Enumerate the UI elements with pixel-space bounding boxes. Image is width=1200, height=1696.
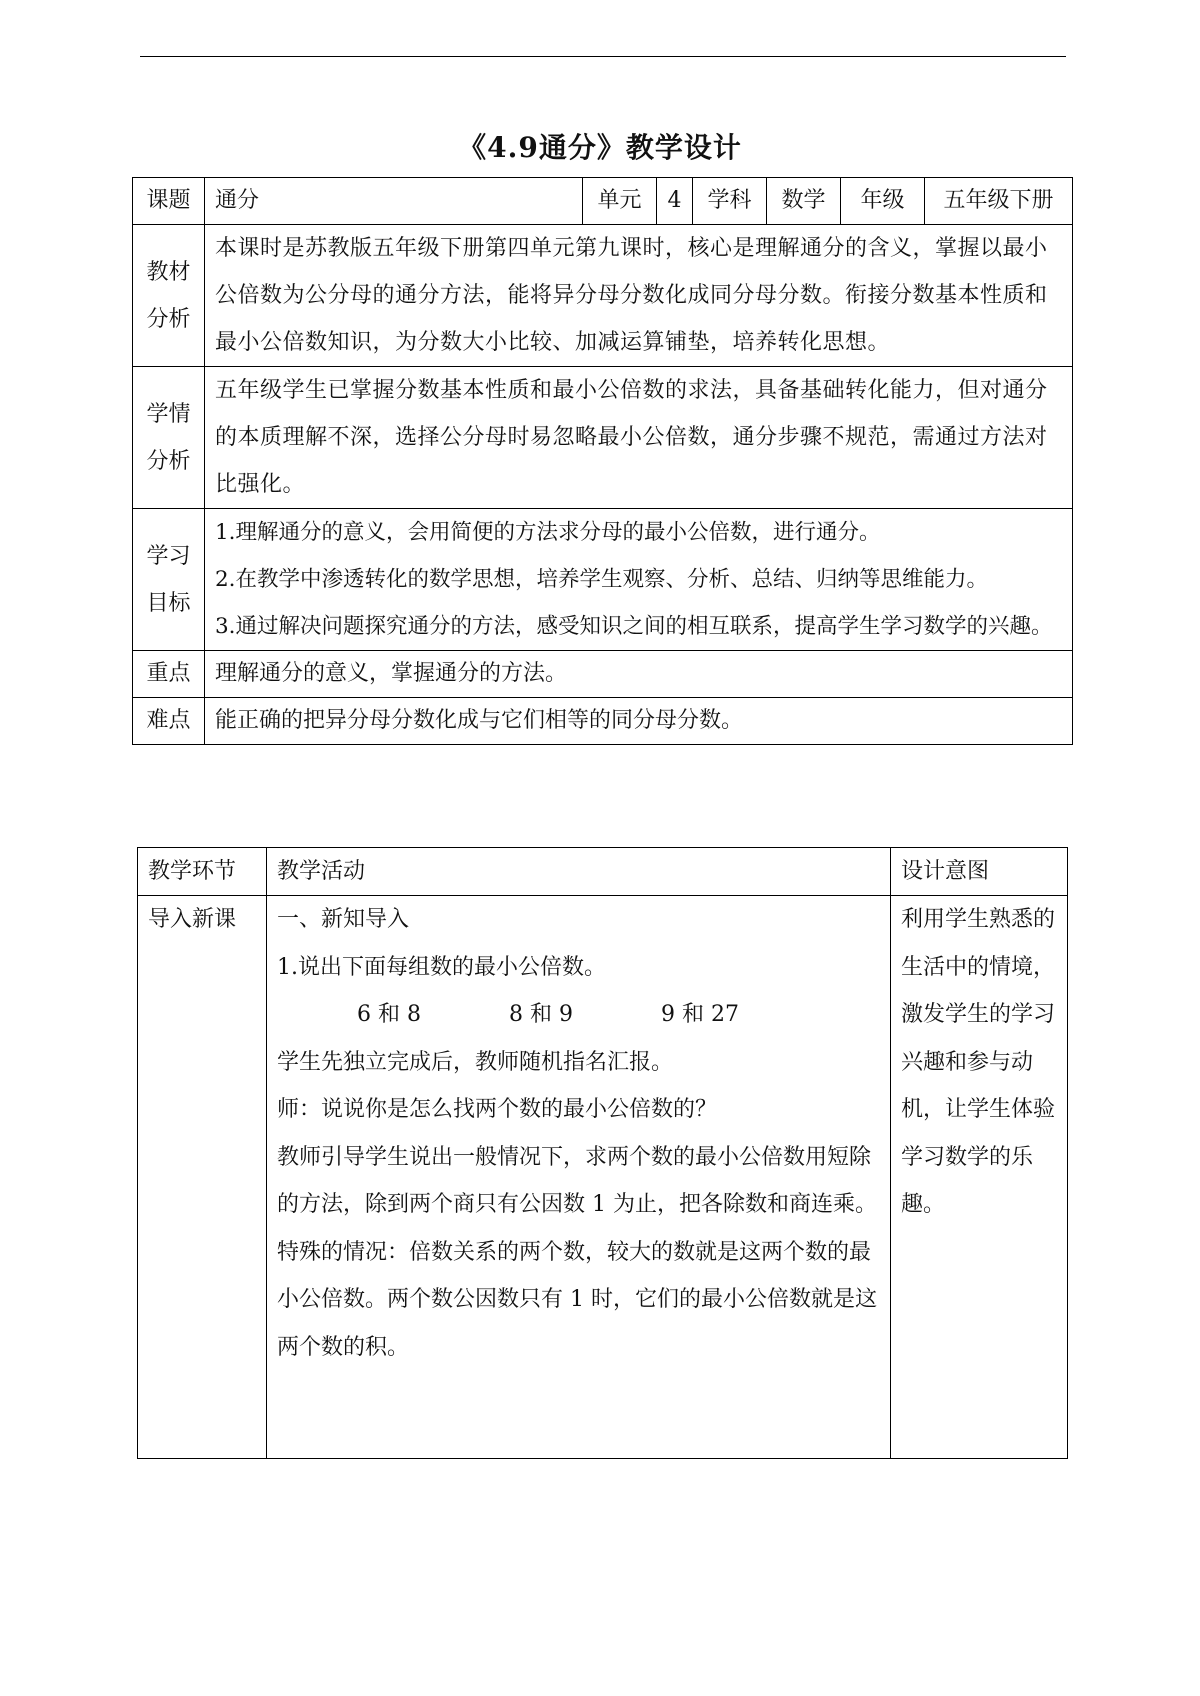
activity-cell (267, 896, 891, 1459)
material-analysis-row (133, 225, 1073, 367)
objective-item: 3.通过解决问题探究通分的方法，感受知识之间的相互联系，提高学生学习数学的兴趣。 (215, 614, 1053, 639)
grade-label: 年级 (841, 178, 925, 225)
material-analysis-label-line1: 教材 (146, 259, 191, 285)
student-analysis-row (133, 367, 1073, 509)
stage-cell: 导入新课 (138, 896, 267, 1459)
stage-header: 教学环节 (138, 848, 267, 896)
objectives-label-line1: 学习 (146, 543, 191, 569)
objectives-label-line2: 目标 (146, 590, 191, 616)
intent-header: 设计意图 (891, 848, 1068, 896)
activity-line: 教师引导学生说出一般情况下，求两个数的最小公倍数用短除的方法，除到两个商只有公因数 1 为止，把各除数和商连乘。 (277, 1144, 877, 1217)
subject-value: 数学 (767, 178, 841, 225)
difficulty-text: 能正确的把异分母分数化成与它们相等的同分母分数。 (205, 698, 1073, 745)
topic-label: 课题 (133, 178, 205, 225)
objective-item: 2.在教学中渗透转化的数学思想，培养学生观察、分析、总结、归纳等思维能力。 (215, 567, 989, 592)
objectives-row (133, 509, 1073, 651)
difficulty-label: 难点 (133, 698, 205, 745)
activity-header: 教学活动 (267, 848, 891, 896)
unit-value: 4 (657, 178, 693, 225)
process-header-row (138, 848, 1068, 896)
topic-value: 通分 (205, 178, 583, 225)
info-table (132, 177, 1073, 745)
objectives-list (205, 509, 1073, 651)
activity-line: 一、新知导入 (277, 907, 410, 932)
intent-cell: 利用学生熟悉的生活中的情境，激发学生的学习兴趣和参与动机，让学生体验学习数学的乐趣。 (891, 896, 1068, 1459)
activity-line: 特殊的情况：倍数关系的两个数，较大的数就是这两个数的最小公倍数。两个数公因数只有 1 时，它们的最小公倍数就是这两个数的积。 (277, 1239, 877, 1360)
activity-line: 6 和 8 8 和 9 9 和 27 (357, 1002, 739, 1027)
student-analysis-label-line2: 分析 (146, 448, 191, 474)
subject-label: 学科 (693, 178, 767, 225)
objective-item: 1.理解通分的意义，会用简便的方法求分母的最小公倍数，进行通分。 (215, 520, 881, 545)
material-analysis-text: 本课时是苏教版五年级下册第四单元第九课时，核心是理解通分的含义，掌握以最小公倍数为公分母的通分方法，能将异分母分数化成同分母分数。衔接分数基本性质和最小公倍数知识，为分数大小比较、加减运算铺垫，培养转化思想。 (205, 225, 1073, 367)
document-title: 《4.9通分》教学设计 (458, 131, 742, 164)
activity-line: 学生先独立完成后，教师随机指名汇报。 (277, 1049, 674, 1075)
activity-line: 师：说说你是怎么找两个数的最小公倍数的？ (277, 1097, 718, 1122)
header-rule (140, 56, 1066, 57)
objectives-label (133, 509, 205, 651)
key-point-label: 重点 (133, 651, 205, 698)
material-analysis-label (133, 225, 205, 367)
unit-label: 单元 (583, 178, 657, 225)
student-analysis-text: 五年级学生已掌握分数基本性质和最小公倍数的求法，具备基础转化能力，但对通分的本质理解不深，选择公分母时易忽略最小公倍数，通分步骤不规范，需通过方法对比强化。 (205, 367, 1073, 509)
key-point-row (133, 651, 1073, 698)
student-analysis-label (133, 367, 205, 509)
activity-line: 1.说出下面每组数的最小公倍数。 (277, 954, 606, 980)
process-row (138, 896, 1068, 1459)
process-table (137, 847, 1068, 1459)
material-analysis-label-line2: 分析 (146, 306, 191, 332)
key-point-text: 理解通分的意义，掌握通分的方法。 (205, 651, 1073, 698)
grade-value: 五年级下册 (925, 178, 1073, 225)
student-analysis-label-line1: 学情 (146, 401, 191, 427)
info-header-row (133, 178, 1073, 225)
difficulty-row (133, 698, 1073, 745)
